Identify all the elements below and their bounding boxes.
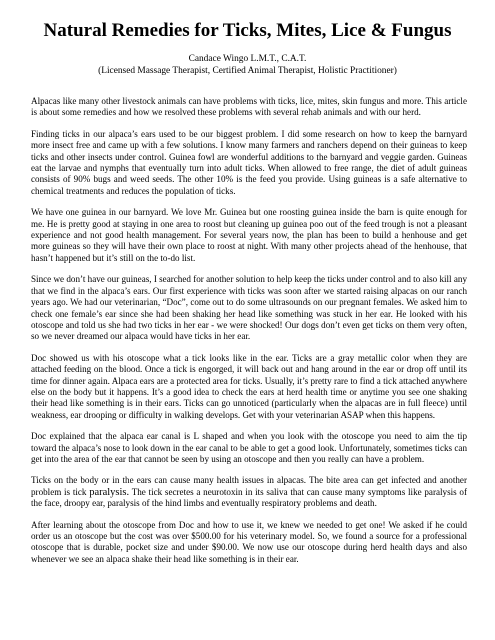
paragraph-otoscope-demo: Doc showed us with his otoscope what a tick looks like in the ear. Ticks are a gray metallic color when they are attached feeding on the blood. Once a tick is engorged, it will back out and hang around in the ear or drop off until its time for dinner again. Alpaca ears are a protected area for ticks. Usually, it’s pretty rare to find a tick attached anywhere else on the body but it happens. It’s a good idea to check the ears at herd health time or anytime you see one shaking their head like something is in their ears. Ticks can go unnoticed (particularly when the alpacas are in full fleece) until weakness, ear drooping or difficulty in walking develops. Get with your veterinarian ASAP when this happens. [31,352,467,420]
article-body [31,96,467,565]
document-title: Natural Remedies for Ticks, Mites, Lice & Fungus [43,20,452,41]
paragraph-buying-otoscope: After learning about the otoscope from Doc and how to use it, we knew we needed to get one! We asked if he could order us an otoscope but the cost was over $500.00 for his veterinary model. So, we found a source for a professional otoscope that is durable, pocket size and under $90.00. We now use our otoscope during herd health days and also whenever we see an alpaca shake their head like something is in their ear. [31,519,467,564]
emphasized-word: paralysis. [89,486,130,498]
author-credentials: (Licensed Massage Therapist, Certified Animal Therapist, Holistic Practitioner) [98,66,397,76]
paragraph-text: The tick secretes a neurotoxin in its saliva that can cause many symptoms like paralysis of the face, droopy ear, paralysis of the hind limbs and eventually respiratory problems and death. [31,486,467,509]
paragraph-tick-paralysis [31,475,467,509]
paragraph-ear-canal: Doc explained that the alpaca ear canal is L shaped and when you look with the otoscope you need to aim the tip toward the alpaca’s nose to look down in the ear canal to be able to get a good look. Unfortunately, sometimes ticks can get into the area of the ear that cannot be seen by using an otoscope and then you really can have a problem. [31,431,467,464]
paragraph-first-experience: Since we don’t have our guineas, I searched for another solution to help keep the ticks under control and to also kill any that we find in the alpaca’s ears. Our first experience with ticks was soon after we started raising alpacas on our ranch years ago. We had our veterinarian, “Doc”, come out to do some ultrasounds on our pregnant females. We asked him to check one female’s ear since she had been shaking her head like something was stuck in her ear. He looked with his otoscope and told us she had two ticks in her ear - we were shocked! Our dogs don’t even get ticks on them very often, so we never dreamed our alpaca would have ticks in her ear. [31,274,467,342]
author-line: Candace Wingo L.M.T., C.A.T. [188,54,307,64]
paragraph-ticks-in-ears: Finding ticks in our alpaca’s ears used to be our biggest problem. I did some research on how to keep the barnyard more insect free and came up with a few solutions. I know many farmers and ranchers depend on their guineas to keep ticks and other insects under control. Guinea fowl are wonderful additions to the barnyard and veggie garden. Guineas eat the larvae and nymphs that eventually turn into adult ticks. When allowed to free range, the diet of adult guineas consists of 90% bugs and weed seeds. The other 10% is the feed you provide. Using guineas is a safe alternative to chemical treatments and reduces the population of ticks. [31,128,467,196]
paragraph-text: Ticks on the body or in the ears can cause many health issues in alpacas. The bite area can get infected and another problem is tick [31,475,467,497]
paragraph-mr-guinea: We have one guinea in our barnyard. We love Mr. Guinea but one roosting guinea inside the barn is quite enough for me. He is pretty good at staying in one area to roost but cleaning up guinea poo out of the feed trough is not a pleasant experience and not good health management. For several years now, the plan has been to build a henhouse and get more guineas so they will have their own place to roost at night. With many other projects ahead of the henhouse, that hasn’t happened but it’s still on the to-do list. [31,207,467,263]
paragraph-intro: Alpacas like many other livestock animals can have problems with ticks, lice, mites, skin fungus and more. This article is about some remedies and how we resolved these problems with several rehab animals and with our herd. [31,96,467,118]
